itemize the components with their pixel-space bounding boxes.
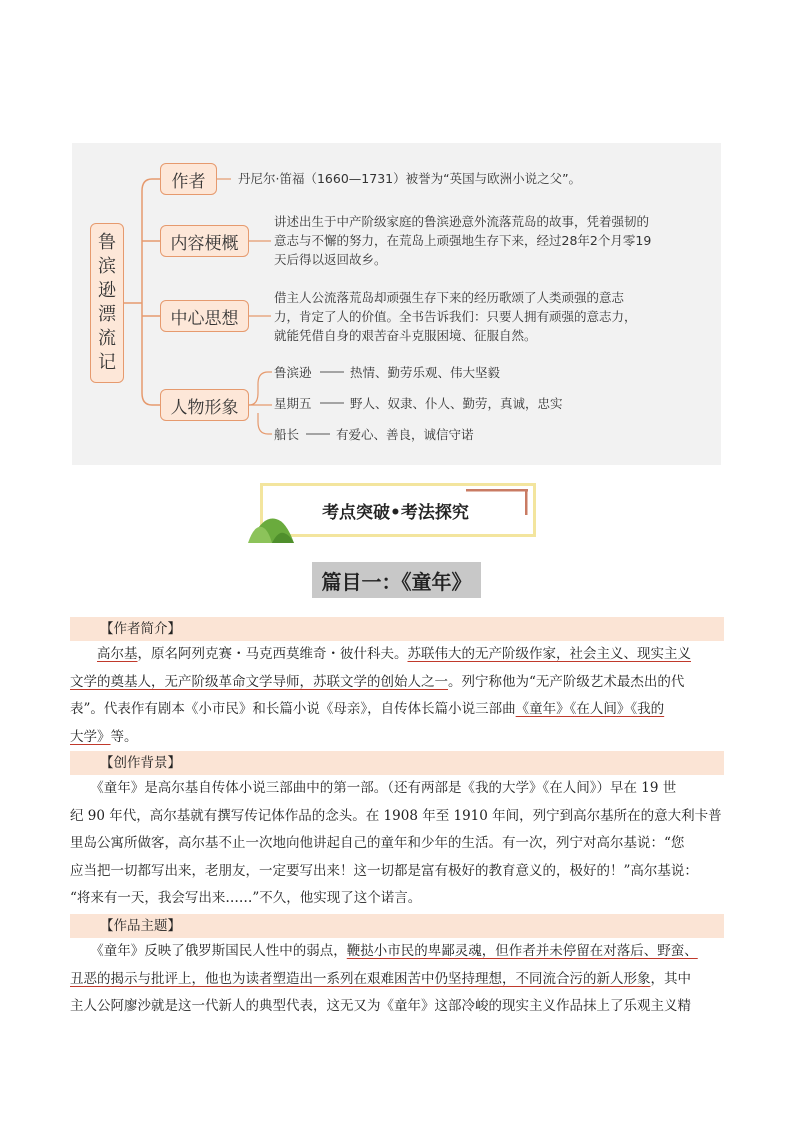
branch-author: 作者 — [160, 163, 217, 195]
mindmap-root — [90, 223, 124, 383]
mind-map — [72, 143, 721, 465]
summary-line: 讲述出生于中产阶级家庭的鲁滨逊意外流落荒岛的故事，凭着强韧的 — [274, 214, 650, 229]
branch-theme: 中心思想 — [160, 300, 249, 332]
chapter-title: 篇目一：《童年》 — [312, 562, 481, 598]
root-char: 逊 — [98, 280, 116, 301]
branch-trunk — [142, 179, 152, 405]
character-name: 鲁滨逊 — [274, 365, 312, 380]
author-text: 丹尼尔·笛福（1660—1731）被誉为“英国与欧洲小说之父”。 — [238, 171, 582, 186]
paragraph-line: “将来有一天，我会写出来……”不久，他实现了这个诺言。 — [70, 890, 422, 907]
char-link-1 — [249, 372, 272, 405]
section-label-theme: 【作品主题】 — [70, 914, 724, 938]
underlined-text: 苏联伟大的无产阶级作家，社会主义、现实主义 — [407, 646, 691, 662]
text-run — [70, 646, 97, 662]
text-run: ，原名阿列克赛・马克西莫维奇・彼什科夫。 — [137, 646, 408, 662]
section-label-background: 【创作背景】 — [70, 751, 724, 775]
character-desc: 热情、勤劳乐观、伟大坚毅 — [350, 365, 501, 380]
section-banner — [248, 481, 543, 543]
paragraph-line: 里岛公寓所做客，高尔基不止一次地向他讲起自己的童年和少年的生活。有一次，列宁对高尔基说：“您 — [70, 835, 685, 852]
text-run: 表”。代表作有剧本《小市民》和长篇小说《母亲》，自传体长篇小说三部曲 — [70, 701, 516, 718]
section-label-author: 【作者简介】 — [70, 617, 724, 641]
paragraph-line: 《童年》是高尔基自传体小说三部曲中的第一部。（还有两部是《我的大学》《在人间》）早在 19 世 — [70, 780, 677, 796]
summary-text — [274, 212, 704, 269]
theme-paragraph — [70, 938, 724, 1021]
root-char: 流 — [98, 328, 116, 349]
underlined-text: 《童年》《在人间》《我的 — [515, 701, 665, 718]
paragraph-line — [70, 966, 724, 994]
branch-characters: 人物形象 — [160, 389, 249, 421]
char-link-3 — [258, 413, 272, 434]
underlined-text: 大学》 — [70, 728, 111, 745]
paragraph-line — [70, 724, 724, 752]
text-run: ，其中 — [650, 970, 691, 987]
character-desc: 有爱心、善良，诚信守诺 — [336, 427, 474, 442]
paragraph-line: 主人公阿廖沙就是这一代新人的典型代表，这无又为《童年》这部冷峻的现实主义作品抹上了乐观主义精 — [70, 998, 691, 1015]
text-run: 等。 — [110, 728, 138, 745]
root-char: 鲁 — [98, 232, 116, 253]
theme-line: 借主人公流落荒岛却顽强生存下来的经历歌颂了人类顽强的意志 — [274, 290, 625, 305]
branch-summary: 内容梗概 — [160, 225, 249, 257]
character-name: 星期五 — [274, 396, 312, 411]
paragraph-line — [70, 696, 724, 724]
character-desc: 野人、奴隶、仆人、勤劳，真诚，忠实 — [350, 396, 563, 411]
root-char: 滨 — [98, 256, 116, 277]
summary-line: 意志与不懈的努力，在荒岛上顽强地生存下来，经过28年2个月零19 — [274, 233, 652, 248]
paragraph-line: 应当把一切都写出来，老朋友，一定要写出来！这一切都是富有极好的教育意义的，极好的！”高尔基说： — [70, 862, 698, 879]
theme-text — [274, 288, 704, 345]
underlined-text: 鞭挞小市民的卑鄙灵魂，但作者并未停留在对落后、野蛮、 — [346, 943, 698, 959]
paragraph-line — [70, 938, 724, 966]
text-run: 《童年》反映了俄罗斯国民人性中的弱点， — [70, 943, 347, 959]
root-char: 记 — [98, 352, 116, 373]
paragraph-line — [70, 641, 724, 669]
underlined-text: 高尔基 — [97, 646, 138, 662]
character-name: 船长 — [274, 427, 300, 442]
text-run: 。列宁称他为“无产阶级艺术最杰出的代 — [448, 673, 685, 690]
underlined-text: 文学的奠基人，无产阶级革命文学导师，苏联文学的创始人之一 — [70, 673, 448, 690]
banner-title: 考点突破•考法探究 — [322, 503, 469, 523]
background-paragraph — [70, 775, 724, 913]
theme-line: 力，肯定了人的价值。全书告诉我们：只要人拥有顽强的意志力， — [274, 309, 637, 324]
summary-line: 天后得以返回故乡。 — [274, 252, 387, 267]
paragraph-line — [70, 669, 724, 697]
underlined-text: 丑恶的揭示与批评上，他也为读者塑造出一系列在艰难困苦中仍坚持理想，不同流合污的新人形象 — [70, 970, 651, 987]
root-char: 漂 — [98, 304, 116, 325]
theme-line: 就能凭借自身的艰苦奋斗克服困境、征服自然。 — [274, 328, 537, 343]
author-intro-paragraph — [70, 641, 724, 751]
paragraph-line: 纪 90 年代，高尔基就有撰写传记体作品的念头。在 1908 年至 1910 年间，列宁到高尔基所在的意大利卡普 — [70, 807, 722, 824]
